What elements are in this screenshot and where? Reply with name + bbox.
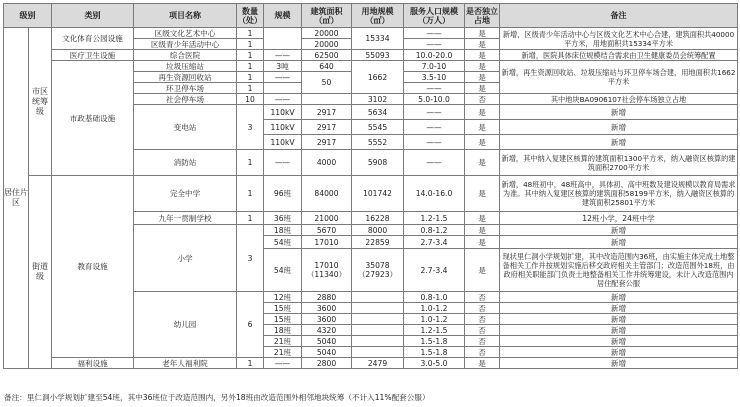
cell-pop: 14.0-16.0 (404, 176, 465, 212)
cell-land: 35078（27923） (352, 249, 404, 292)
cell-in-zone: 否 (465, 336, 500, 347)
note-new: 新增 (500, 292, 738, 303)
table-row (4, 28, 738, 39)
header-scale: 规模 (264, 4, 302, 28)
cell-pop: 3.0-5.0 (404, 358, 465, 369)
cell-land: 101742 (352, 176, 404, 212)
cell-land: 3102 (352, 94, 404, 105)
note-sanitation: 新增，再生资源回收站、垃圾压缩站与环卫停车场合建，用地面积共1662平方米 (500, 61, 738, 94)
cell-qty: 1 (237, 176, 264, 212)
cell-scale: 110kV (264, 120, 302, 135)
level-main: 居住片区 (4, 28, 29, 369)
note-new: 新增 (500, 336, 738, 347)
cell-in-zone: 是 (465, 249, 500, 292)
cell-pop: —— (404, 120, 465, 135)
cell-scale (264, 83, 302, 94)
cell-qty: 1 (237, 61, 264, 72)
cell-land (352, 292, 404, 303)
category-medical: 医疗卫生设施 (52, 50, 134, 61)
cell-scale: 15班 (264, 314, 302, 325)
cell-pop: —— (404, 105, 465, 120)
note-new: 新增 (500, 303, 738, 314)
cell-scale: 21班 (264, 347, 302, 358)
table-row (4, 50, 738, 61)
cell-area: 20000 (302, 28, 352, 39)
cell-qty: 3 (237, 105, 264, 150)
cell-in-zone: 是 (465, 28, 500, 39)
cell-name: 小学 (134, 225, 237, 292)
cell-pop: —— (404, 150, 465, 176)
cell-land: 22859 (352, 236, 404, 249)
cell-name: 完全中学 (134, 176, 237, 212)
cell-area: 17010 (302, 236, 352, 249)
table-row (4, 61, 738, 72)
cell-scale: 3吨 (264, 61, 302, 72)
cell-pop: 1.0-1.2 (404, 303, 465, 314)
cell-name: 幼儿园 (134, 292, 237, 358)
cell-land: 1662 (352, 61, 404, 94)
cell-in-zone: 否 (465, 292, 500, 303)
cell-scale: 36班 (264, 212, 302, 225)
cell-name: 垃圾压缩站 (134, 61, 237, 72)
cell-pop: —— (404, 135, 465, 150)
cell-scale: 54班 (264, 236, 302, 249)
cell-scale: —— (264, 150, 302, 176)
note-new: 新增 (500, 120, 738, 135)
cell-qty: 1 (237, 72, 264, 83)
cell-scale: 15班 (264, 303, 302, 314)
cell-name: 消防站 (134, 150, 237, 176)
cell-area: 20000 (302, 39, 352, 50)
cell-qty: 1 (237, 39, 264, 50)
cell-in-zone: 是 (465, 236, 500, 249)
category-welfare: 福利设施 (52, 358, 134, 369)
cell-land: 15334 (352, 28, 404, 50)
category-municipal: 市政基础设施 (52, 61, 134, 176)
cell-in-zone: 是 (465, 120, 500, 135)
cell-qty: 1 (237, 28, 264, 39)
cell-pop: —— (404, 28, 465, 39)
cell-in-zone: 是 (465, 135, 500, 150)
category-culture: 文化体育公园设施 (52, 28, 134, 50)
cell-in-zone: 否 (465, 303, 500, 314)
note-new: 新增 (500, 325, 738, 336)
cell-area: 50 (302, 72, 352, 94)
cell-land (352, 336, 404, 347)
cell-qty: 1 (237, 50, 264, 61)
cell-qty: 1 (237, 212, 264, 225)
cell-qty: 1 (237, 358, 264, 369)
cell-area: 2800 (302, 358, 352, 369)
cell-in-zone: 是 (465, 105, 500, 120)
cell-scale: 18班 (264, 325, 302, 336)
cell-pop: 5.0-10.0 (404, 94, 465, 105)
cell-land: 55093 (352, 50, 404, 61)
cell-name: 区级青少年活动中心 (134, 39, 237, 50)
cell-pop: 3.5-10 (404, 72, 465, 83)
note-medical: 新增，医院具体床位规模结合需求由卫生健康委员会统筹配置 (500, 50, 738, 61)
cell-pop: 1.2-1.5 (404, 212, 465, 225)
cell-in-zone: 是 (465, 176, 500, 212)
cell-in-zone: 是 (465, 358, 500, 369)
cell-scale: 12班 (264, 292, 302, 303)
cell-scale: 96班 (264, 176, 302, 212)
cell-pop: 1.5-1.8 (404, 336, 465, 347)
cell-pop: 1.5-1.8 (404, 347, 465, 358)
cell-qty: 1 (237, 83, 264, 94)
cell-name: 再生资源回收站 (134, 72, 237, 83)
cell-pop: 2.7-3.4 (404, 249, 465, 292)
cell-pop: 0.8-1.0 (404, 292, 465, 303)
cell-in-zone: 是 (465, 212, 500, 225)
note-parking: 其中地块BA0906107社会停车场独立占地 (500, 94, 738, 105)
header-note: 备注 (500, 4, 738, 28)
footer-note: 备注：里仁洞小学规划扩建至54班，其中36班位于改造范围内，另外18班由改造范围外相邻地块统筹（不计入11%配套公服） (4, 393, 430, 402)
cell-scale: 110kV (264, 135, 302, 150)
header-in-zone: 是否独立占地 (465, 4, 500, 28)
facilities-table (3, 3, 738, 369)
cell-land: 5908 (352, 150, 404, 176)
note-nine-year: 12班小学，24班中学 (500, 212, 738, 225)
note-new: 新增 (500, 236, 738, 249)
cell-area: 4000 (302, 150, 352, 176)
cell-in-zone: 是 (465, 72, 500, 83)
cell-scale: 110kV (264, 105, 302, 120)
cell-area: 2917 (302, 120, 352, 135)
cell-qty: 10 (237, 94, 264, 105)
cell-in-zone: 是 (465, 61, 500, 72)
cell-pop: —— (404, 83, 465, 94)
cell-land: 5634 (352, 105, 404, 120)
note-middle-school: 新增，48班初中，48班高中，具体初、高中班数及建设规模以教育局需求为准。其中纳入复建区核算的建筑面积58199平方米，纳入融资区核算的建筑面积25801平方米 (500, 176, 738, 212)
cell-area: 4320 (302, 325, 352, 336)
cell-area: 21000 (302, 212, 352, 225)
header-row (4, 4, 738, 28)
cell-scale: 54班 (264, 249, 302, 292)
cell-scale: —— (264, 72, 302, 83)
cell-area: 5670 (302, 225, 352, 236)
cell-pop: 10.0-20.0 (404, 50, 465, 61)
header-pop: 服务人口规模（万人） (404, 4, 465, 28)
cell-land (352, 314, 404, 325)
cell-land: 8000 (352, 225, 404, 236)
cell-pop: 0.8-1.2 (404, 225, 465, 236)
cell-scale: 18班 (264, 225, 302, 236)
cell-pop: 7.0-10 (404, 61, 465, 72)
category-education: 教育设施 (52, 176, 134, 358)
cell-pop: 1.2-1.5 (404, 325, 465, 336)
cell-land: 5545 (352, 120, 404, 135)
cell-area: 3600 (302, 303, 352, 314)
cell-area: 2880 (302, 292, 352, 303)
note-culture: 新增，区级青少年活动中心与区级文化艺术中心合建，建筑面积共40000平方米，用地面积共15334平方米 (500, 28, 738, 50)
cell-land: 5552 (352, 135, 404, 150)
note-new: 新增 (500, 314, 738, 325)
cell-land: 2479 (352, 358, 404, 369)
cell-area: 17010（11340） (302, 249, 352, 292)
cell-name: 环卫停车场 (134, 83, 237, 94)
cell-land (352, 347, 404, 358)
cell-scale: —— (264, 358, 302, 369)
cell-in-zone: 是 (465, 50, 500, 61)
cell-pop: 2.7-3.4 (404, 236, 465, 249)
cell-in-zone: 是 (465, 225, 500, 236)
cell-in-zone: 是 (465, 83, 500, 94)
note-new: 新增 (500, 135, 738, 150)
header-level: 级别 (4, 4, 52, 28)
cell-area: 5040 (302, 336, 352, 347)
cell-name: 区级文化艺术中心 (134, 28, 237, 39)
cell-qty: 1 (237, 150, 264, 176)
note-new: 新增 (500, 347, 738, 358)
cell-in-zone: 否 (465, 347, 500, 358)
cell-name: 老年人福利院 (134, 358, 237, 369)
cell-land (352, 325, 404, 336)
cell-qty: 3 (237, 225, 264, 292)
cell-land: 16228 (352, 212, 404, 225)
cell-area: 3600 (302, 314, 352, 325)
note-fire: 新增，其中纳入复建区核算的建筑面积1300平方米，纳入融资区核算的建筑面积2700平方米 (500, 150, 738, 176)
cell-name: 变电站 (134, 105, 237, 150)
cell-area: 2917 (302, 135, 352, 150)
cell-land (352, 303, 404, 314)
table-row (4, 358, 738, 369)
cell-scale: —— (264, 50, 302, 61)
cell-in-zone: 否 (465, 325, 500, 336)
cell-area: 5040 (302, 347, 352, 358)
header-name: 项目名称 (134, 4, 237, 28)
cell-in-zone: 否 (465, 314, 500, 325)
cell-pop: 1.0-1.2 (404, 314, 465, 325)
cell-scale: 21班 (264, 336, 302, 347)
note-new: 新增 (500, 105, 738, 120)
header-land: 用地规模（㎡） (352, 4, 404, 28)
note-primary: 现状里仁洞小学规划扩建，其中改造范围内36班，由实施主体完成土地整备相关工作并按规划实施后移交政府相关主管部门；改造范围外18班，由政府相关职能部门负责土地整备相关工作并统筹建设，未计入改造范围内居住配套公服 (500, 249, 738, 292)
header-category: 类别 (52, 4, 134, 28)
cell-qty: 6 (237, 292, 264, 358)
cell-area (302, 94, 352, 105)
note-new: 新增 (500, 358, 738, 369)
cell-name: 社会停车场 (134, 94, 237, 105)
cell-area: 640 (302, 61, 352, 72)
cell-area: 2917 (302, 105, 352, 120)
note-new: 新增 (500, 225, 738, 236)
cell-in-zone: 否 (465, 94, 500, 105)
level-district: 市区统筹级 (29, 28, 52, 176)
cell-in-zone: 是 (465, 39, 500, 50)
cell-name: 九年一贯制学校 (134, 212, 237, 225)
cell-scale: —— (264, 94, 302, 105)
header-area: 建筑面积（㎡） (302, 4, 352, 28)
cell-name: 综合医院 (134, 50, 237, 61)
level-street: 街道级 (29, 176, 52, 369)
table-row (4, 176, 738, 212)
cell-scale (264, 28, 302, 50)
header-qty: 数量（处） (237, 4, 264, 28)
cell-area: 84000 (302, 176, 352, 212)
cell-pop: —— (404, 39, 465, 50)
cell-in-zone: 是 (465, 150, 500, 176)
cell-area: 62500 (302, 50, 352, 61)
